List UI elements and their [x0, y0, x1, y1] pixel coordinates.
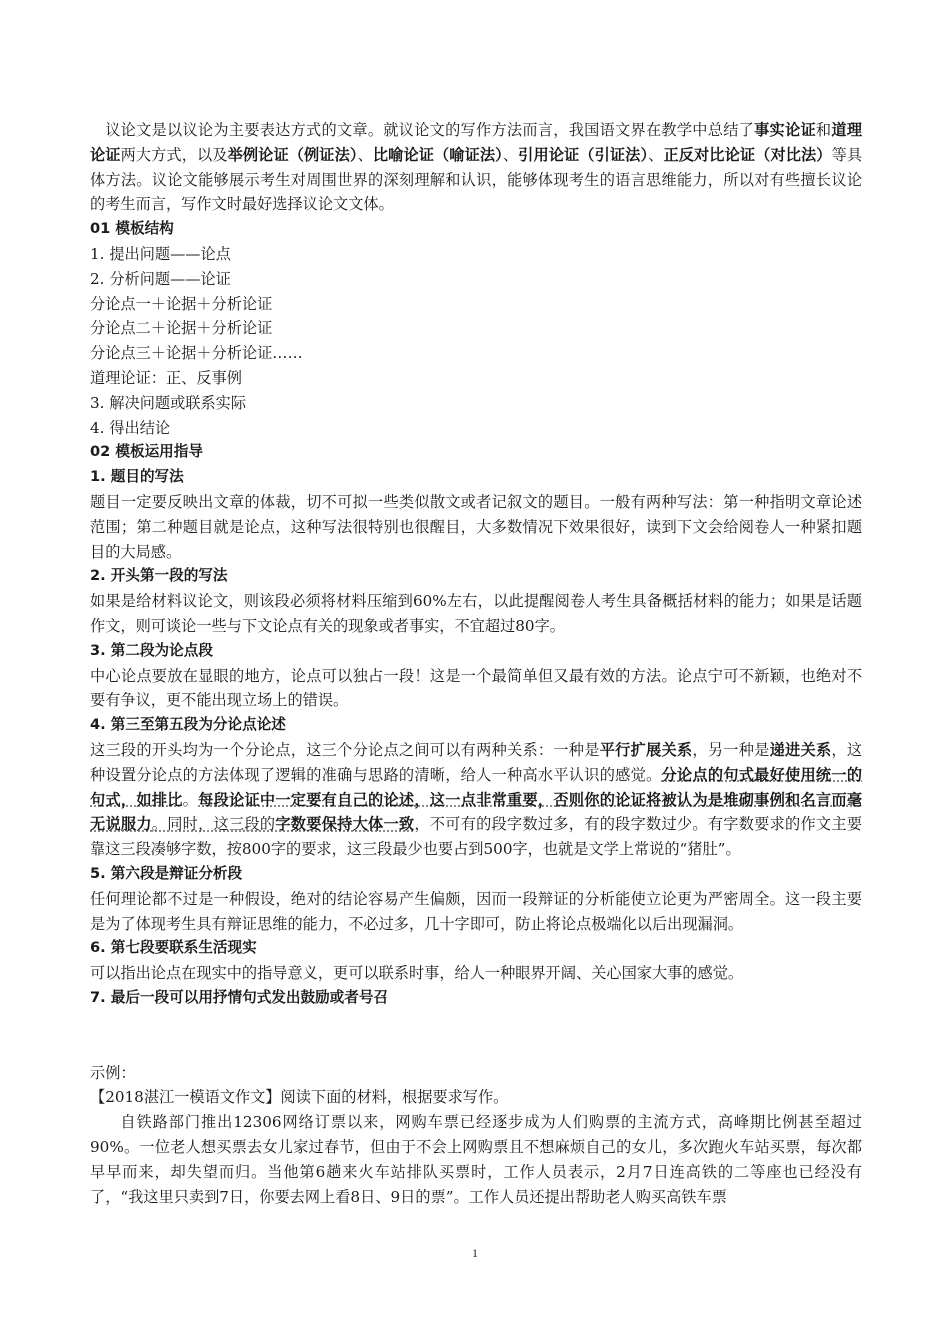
section-heading: 02 模板运用指导 [90, 443, 203, 461]
bold-term: 举例论证（例证法） [227, 145, 358, 164]
intro-text: 、 [357, 145, 373, 164]
subsection-heading: 4. 第三至第五段为分论点论述 [90, 716, 286, 734]
subsection-heading: 5. 第六段是辩证分析段 [90, 864, 243, 882]
guidance-text: 这三段的开头均为一个分论点，这三个分论点之间可以有两种关系：一种是 [90, 740, 600, 759]
bold-term: 每段论证中一定要有自己的论述，这一点非常重要，否则你的论证将被认为是堆砌事例和名言而毫无说服力 [90, 790, 863, 834]
bold-term: 递进关系 [769, 740, 832, 759]
intro-text: 、 [648, 145, 664, 164]
intro-text: 两大方式，以及 [120, 145, 228, 164]
bold-term: 正反对比论证（对比法） [663, 145, 832, 164]
bold-term: 道理论证 [90, 121, 863, 164]
bold-term: 字数要保持大体一致 [275, 815, 415, 834]
guidance-paragraph: 可以指出论点在现实中的指导意义，更可以联系时事，给人一种眼界开阔、关心国家大事的感觉。 [90, 964, 744, 983]
guidance-paragraph: 任何理论都不过是一种假设，绝对的结论容易产生偏颇，因而一段辩证的分析能使立论更为严密周全。这一段主要是为了体现考生具有辩证思维的能力，不必过多，几十字即可，防止将论点极端化以后出现漏洞。 [90, 889, 862, 933]
section-heading: 01 模板结构 [90, 220, 174, 238]
subsection-heading: 2. 开头第一段的写法 [90, 567, 228, 585]
guidance-text: 。 [182, 790, 199, 809]
document-body [90, 118, 862, 1209]
intro-text: 议论文是以议论为主要表达方式的文章。就议论文的写作方法而言，我国语文界在教学中总结了 [105, 121, 755, 139]
blank-space [90, 1011, 862, 1061]
guidance-paragraph: 中心论点要放在显眼的地方，论点可以独占一段！这是一个最简单但又最有效的方法。论点宁可不新颖，也绝对不要有争议，更不能出现立场上的错误。 [90, 666, 862, 710]
guidance-paragraph [90, 738, 862, 862]
intro-text: 、 [502, 145, 519, 164]
guidance-text: ，这种设置分论点的方法体现了逻辑的准确与思路的清晰，给人一种高水平认识的感觉。 [90, 740, 863, 784]
template-line: 1. 提出问题——论点 [90, 244, 231, 263]
intro-text: 等具体方法。议论文能够展示考生对周围世界的深刻理解和认识，能够体现考生的语言思维能力，所以对有些擅长议论的考生而言，写作文时最好选择议论文文体。 [90, 145, 863, 214]
subsection-heading: 3. 第二段为论点段 [90, 641, 213, 659]
bold-term: 分论点的句式最好使用统一的句式，如排比 [90, 765, 863, 809]
bold-term: 比喻论证（喻证法） [372, 145, 503, 164]
template-line: 道理论证：正、反事例 [90, 368, 242, 387]
template-line: 分论点二＋论据＋分析论证 [90, 319, 273, 338]
example-title: 【2018湛江一模语文作文】阅读下面的材料，根据要求写作。 [90, 1088, 509, 1107]
intro-text: 和 [815, 121, 832, 139]
template-line: 分论点三＋论据＋分析论证…… [90, 344, 303, 363]
subsection-heading: 6. 第七段要联系生活现实 [90, 939, 257, 957]
example-label: 示例： [90, 1063, 136, 1082]
bold-term: 平行扩展关系 [599, 740, 693, 759]
bold-term: 事实论证 [754, 121, 816, 139]
template-line: 3. 解决问题或联系实际 [90, 393, 247, 412]
guidance-text: 。同时，这三段的 [151, 815, 276, 834]
template-line: 4. 得出结论 [90, 418, 171, 437]
subsection-heading: 1. 题目的写法 [90, 468, 184, 486]
page-number: 1 [472, 1246, 478, 1260]
guidance-paragraph: 题目一定要反映出文章的体裁，切不可拟一些类似散文或者记叙文的题目。一般有两种写法：第一种指明文章论述范围；第二种题目就是论点，这种写法很特别也很醒目，大多数情况下效果很好，读到下文会给阅卷人一种紧扣题目的大局感。 [90, 492, 862, 561]
guidance-text: ，不可有的段字数过多，有的段字数过少。有字数要求的作文主要靠这三段凑够字数，按800字的要求，这三段最少也要占到500字，也就是文学上常说的“猪肚”。 [90, 815, 863, 859]
guidance-text: ，另一种是 [692, 740, 770, 759]
guidance-paragraph: 如果是给材料议论文，则该段必须将材料压缩到60%左右，以此提醒阅卷人考生具备概括材料的能力；如果是话题作文，则可谈论一些与下文论点有关的现象或者事实，不宜超过80字。 [90, 592, 862, 635]
intro-paragraph [90, 118, 862, 217]
example-body: 自铁路部门推出12306网络订票以来，网购车票已经逐步成为人们购票的主流方式，高峰期比例甚至超过90%。一位老人想买票去女儿家过春节，但由于不会上网购票且不想麻烦自己的女儿，多次跑火车站买票，每次都早早而来，却失望而归。当他第6趟来火车站排队买票时，工作人员表示，2月7日连高铁的二等座也已经没有了，“我这里只卖到7日，你要去网上看8日、9日的票”。工作人员还提出帮助老人购买高铁车票 [90, 1113, 862, 1206]
bold-term: 引用论证（引证法） [518, 145, 649, 164]
subsection-heading: 7. 最后一段可以用抒情句式发出鼓励或者号召 [90, 988, 389, 1006]
template-line: 分论点一＋论据＋分析论证 [90, 294, 273, 313]
template-line: 2. 分析问题——论证 [90, 269, 231, 288]
